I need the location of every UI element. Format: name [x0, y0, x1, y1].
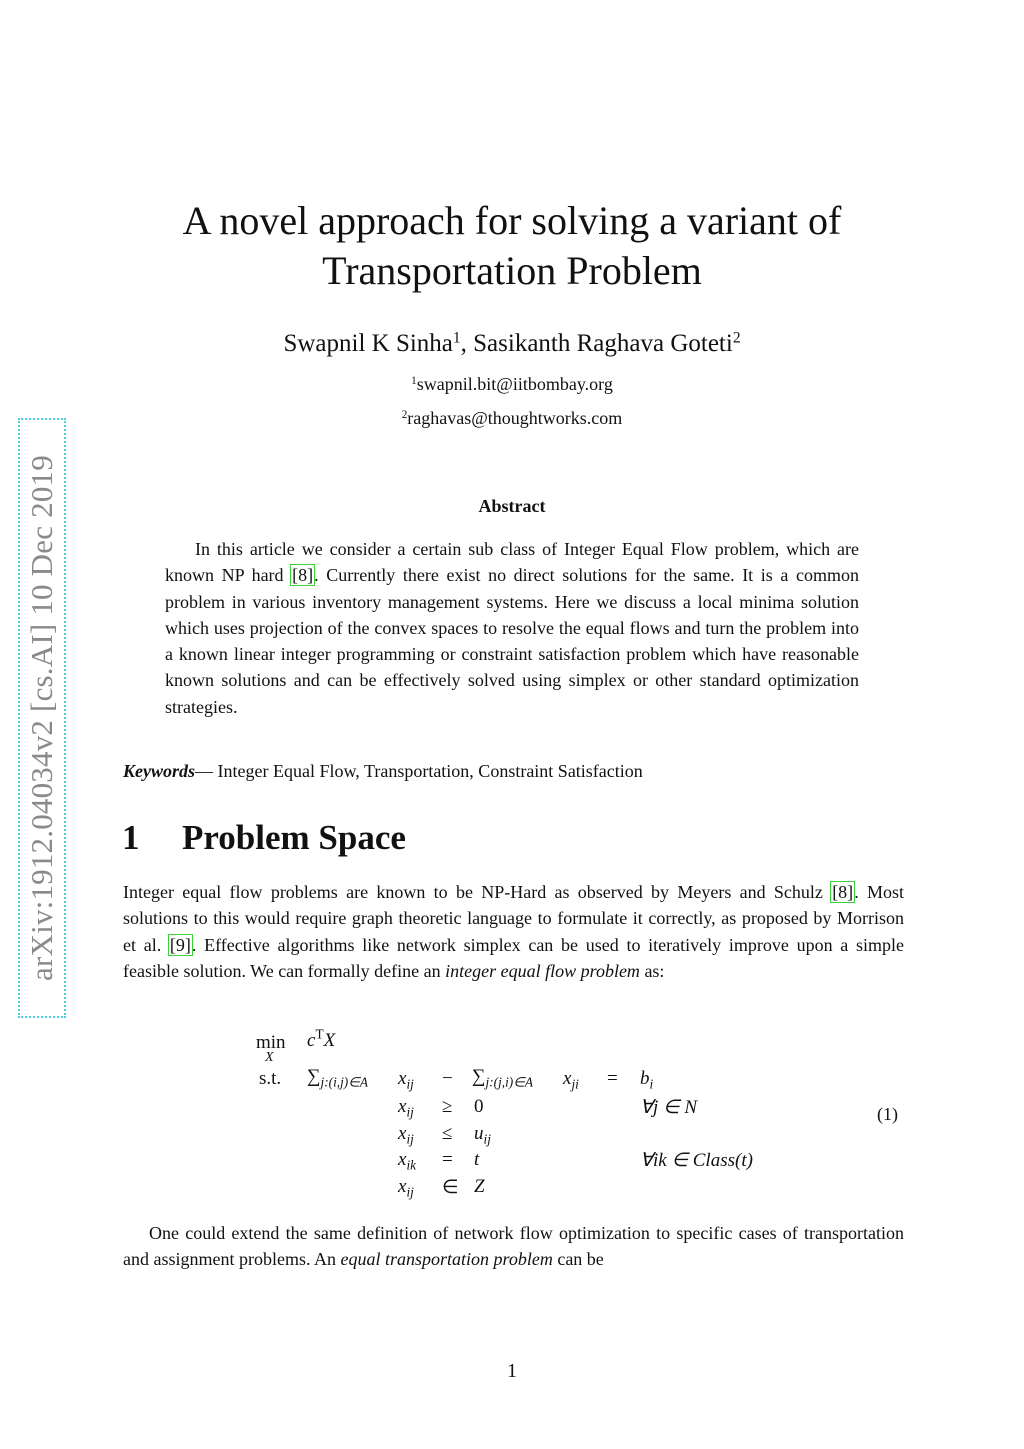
- section-title: Problem Space: [182, 818, 406, 857]
- email-2-affiliation: 2: [401, 408, 408, 421]
- author-1: Swapnil K Sinha: [283, 330, 453, 357]
- title-line-2: Transportation Problem: [322, 248, 702, 293]
- eq-x: X: [323, 1030, 336, 1051]
- paragraph-text: can be: [552, 1249, 604, 1270]
- eq-c: c: [307, 1030, 316, 1051]
- eq-objective: [307, 1026, 336, 1052]
- eq-x-ij: [398, 1176, 414, 1198]
- eq-x-ij: [398, 1096, 414, 1118]
- eq-sub: ij: [483, 1131, 491, 1147]
- eq-sub: ij: [406, 1076, 414, 1092]
- author-separator: ,: [460, 330, 474, 357]
- eq-forall-j: [640, 1096, 697, 1119]
- eq-var: Z: [474, 1176, 485, 1197]
- citation-link-9[interactable]: [9]: [169, 934, 191, 955]
- page-number: 1: [507, 1360, 517, 1382]
- eq-min: min: [256, 1032, 286, 1053]
- paragraph-text: . Effective algorithms like network simplex can be used to iteratively improve upon a simple feasible solution. We can formally define an: [123, 934, 904, 981]
- email-2: [0, 408, 1024, 429]
- email-1-address: swapnil.bit@iitbombay.org: [416, 374, 613, 394]
- eq-equals: =: [442, 1149, 453, 1170]
- eq-var: x: [398, 1096, 407, 1117]
- eq-sum: ∑: [307, 1066, 321, 1087]
- abstract-heading: Abstract: [478, 496, 546, 516]
- eq-sub: ji: [571, 1076, 579, 1092]
- eq-var: x: [398, 1123, 407, 1144]
- eq-var: t: [474, 1149, 480, 1170]
- eq-sub: ij: [406, 1131, 414, 1147]
- email-2-address: raghavas@thoughtworks.com: [407, 408, 623, 428]
- paragraph-text: One could extend the same definition of network flow optimization to specific cases of transportation and assignment problems. An: [123, 1223, 904, 1270]
- eq-quantifier: ∀ik ∈ Class(t): [640, 1150, 753, 1171]
- eq-var: u: [474, 1123, 484, 1144]
- eq-forall-ik: [640, 1149, 753, 1172]
- eq-var: x: [398, 1149, 407, 1170]
- section-heading: [122, 818, 406, 858]
- eq-sum-index: j:(j,i)∈A: [485, 1074, 533, 1090]
- eq-var: b: [640, 1068, 650, 1089]
- eq-b-i: [640, 1068, 653, 1090]
- author-2: Sasikanth Raghava Goteti: [473, 330, 733, 357]
- eq-in: ∈: [442, 1177, 459, 1198]
- eq-x-ij: [398, 1068, 414, 1090]
- citation-link-8[interactable]: [8]: [832, 882, 854, 902]
- eq-var: x: [398, 1176, 407, 1197]
- section-number: 1: [122, 818, 140, 857]
- emphasis-term: integer equal flow problem: [445, 960, 640, 981]
- eq-sub: ij: [406, 1184, 414, 1200]
- paper-title: [0, 196, 1024, 296]
- eq-quantifier: ∀j ∈ N: [640, 1097, 697, 1118]
- eq-var: x: [563, 1068, 572, 1089]
- author-list: [0, 330, 1024, 358]
- eq-transpose: T: [315, 1026, 324, 1042]
- eq-sub: ij: [406, 1104, 414, 1120]
- eq-constraint-flow-right: [472, 1066, 533, 1088]
- eq-sub: ik: [406, 1157, 417, 1173]
- emphasis-term: equal transportation problem: [340, 1249, 553, 1270]
- section-paragraph-2: [123, 1220, 904, 1273]
- abstract-text-1: In this article we consider a certain sub class of Integer Equal Flow problem, which are known NP hard: [165, 539, 859, 586]
- email-1: [0, 374, 1024, 395]
- eq-minus: −: [442, 1068, 453, 1089]
- keywords-dash: —: [195, 761, 218, 781]
- eq-geq: ≥: [442, 1096, 453, 1117]
- eq-zero: 0: [474, 1096, 484, 1117]
- keywords-text: Integer Equal Flow, Transportation, Constraint Satisfaction: [217, 761, 643, 781]
- eq-min-subscript: [265, 1050, 274, 1066]
- eq-x-ji: [563, 1068, 579, 1090]
- eq-u-ij: [474, 1123, 491, 1145]
- eq-var: x: [398, 1068, 407, 1089]
- author-1-affiliation: 1: [452, 329, 461, 347]
- section-paragraph-1: [123, 879, 904, 984]
- author-2-affiliation: 2: [732, 329, 741, 347]
- eq-min-var: X: [265, 1050, 274, 1065]
- arxiv-identifier: arXiv:1912.04034v2 [cs.AI] 10 Dec 2019: [24, 455, 59, 981]
- paragraph-text: Integer equal flow problems are known to be NP-Hard as observed by Meyers and Schulz: [123, 882, 832, 902]
- eq-constraint-flow-left: [307, 1066, 368, 1088]
- eq-st: s.t.: [259, 1068, 282, 1089]
- abstract-body: [165, 536, 859, 720]
- eq-t: [474, 1149, 479, 1171]
- eq-equals: =: [607, 1068, 618, 1089]
- eq-leq: ≤: [442, 1123, 453, 1144]
- paragraph-text: . Most solutions to this would require graph theoretic language to formulate it correctly, as proposed by Morrison et al.: [123, 882, 904, 955]
- email-1-affiliation: 1: [411, 374, 417, 387]
- citation-link-8[interactable]: [8]: [292, 565, 314, 586]
- title-line-1: A novel approach for solving a variant of: [182, 198, 842, 243]
- eq-integers: [474, 1176, 485, 1198]
- eq-sum-index: j:(i,j)∈A: [320, 1074, 368, 1090]
- keywords-label: Keywords: [123, 761, 195, 781]
- eq-x-ik: [398, 1149, 416, 1171]
- abstract-text-2: . Currently there exist no direct solutions for the same. It is a common problem in various inventory management systems. Here we discuss a local minima solution which uses projection of the convex spaces to resolve the equal flows and turn the problem into a known linear integer programming or constraint satisfaction problem which have reasonable known solutions and can be effectively solved using simplex or other standard optimization strategies.: [165, 565, 860, 717]
- keywords: [123, 761, 643, 782]
- paragraph-text: as:: [639, 960, 665, 981]
- eq-x-ij: [398, 1123, 414, 1145]
- equation-number: (1): [877, 1104, 898, 1124]
- eq-sub: i: [649, 1076, 654, 1092]
- eq-sum: ∑: [472, 1066, 486, 1087]
